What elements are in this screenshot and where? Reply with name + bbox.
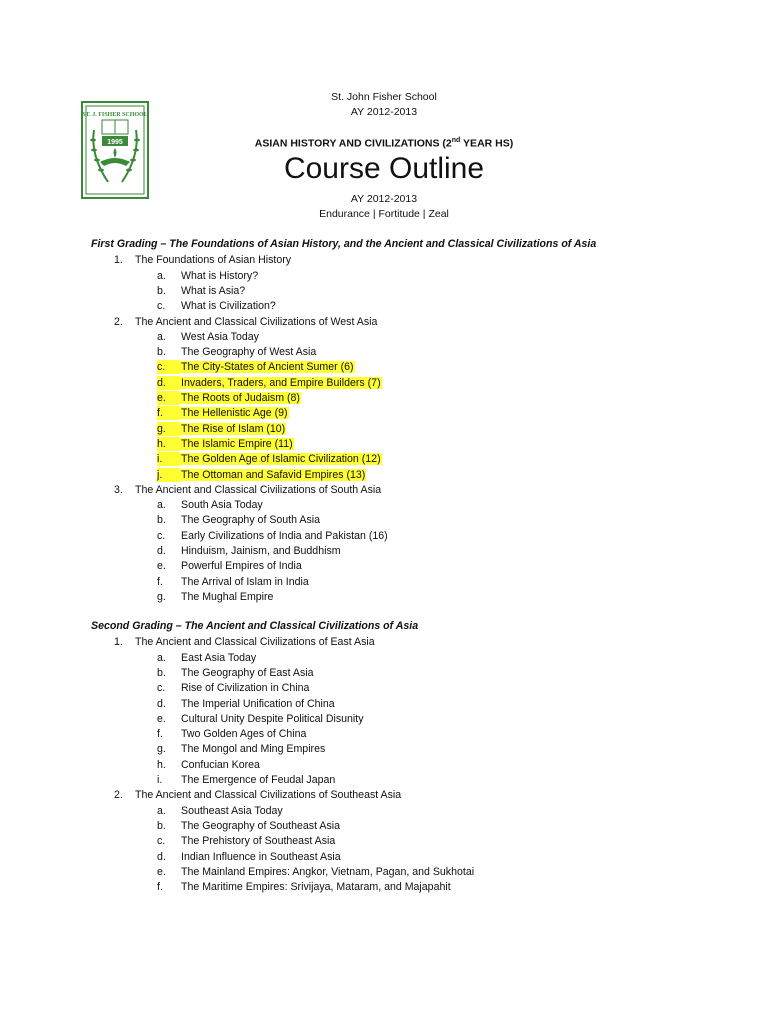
outline-subitem: [157, 712, 365, 726]
item-number: 1.: [114, 636, 123, 649]
outline-subitem: [157, 391, 301, 405]
subitem-letter: i.: [157, 452, 180, 466]
outline-subitem: [157, 804, 284, 818]
item-number: 2.: [114, 315, 123, 328]
subitem-text: East Asia Today: [181, 651, 257, 664]
subitem-letter: h.: [157, 758, 166, 771]
subitem-text: Hinduism, Jainism, and Buddhism: [181, 545, 341, 557]
subitem-letter: b.: [157, 514, 166, 527]
subitem-letter: d.: [157, 697, 166, 710]
subitem-text: Invaders, Traders, and Empire Builders (7): [181, 376, 381, 389]
outline-subitem: [157, 452, 382, 466]
outline-subitem: [157, 819, 341, 833]
subitem-letter: b.: [157, 819, 166, 832]
subitem-letter: d.: [157, 376, 180, 390]
outline-subitem: [157, 758, 261, 772]
subitem-text: The Islamic Empire (11): [181, 437, 293, 450]
outline-subitem: [157, 697, 336, 711]
subitem-text: The Hellenistic Age (9): [181, 407, 288, 420]
subitem-text: What is Asia?: [181, 284, 246, 297]
subitem-letter: f.: [157, 406, 180, 420]
subitem-letter: c.: [157, 682, 166, 695]
outline-item: [114, 788, 401, 802]
subitem-letter: g.: [157, 422, 180, 436]
outline-subitem: [157, 559, 303, 573]
outline-subitem: [157, 284, 246, 298]
subitem-text: The Geography of South Asia: [181, 514, 320, 527]
outline-subitem: [157, 376, 382, 390]
outline-subitem: [157, 865, 475, 879]
subitem-letter: d.: [157, 850, 166, 863]
outline-subitem: [157, 575, 310, 589]
subitem-letter: b.: [157, 284, 166, 297]
outline-subitem: [157, 330, 260, 344]
subitem-letter: h.: [157, 437, 180, 451]
subitem-letter: b.: [157, 666, 166, 679]
item-title: The Foundations of Asian History: [135, 254, 292, 267]
subitem-text: The City-States of Ancient Sumer (6): [181, 361, 354, 374]
outline-subitem: [157, 529, 389, 543]
subitem-text: The Mughal Empire: [181, 590, 274, 603]
outline-subitem: [157, 651, 257, 665]
school-motto: Endurance | Fortitude | Zeal: [319, 208, 449, 220]
subitem-text: Two Golden Ages of China: [181, 728, 307, 741]
subitem-text: The Arrival of Islam in India: [181, 575, 309, 588]
outline-subitem: [157, 299, 277, 313]
item-number: 1.: [114, 254, 123, 267]
subitem-text: The Rise of Islam (10): [181, 422, 286, 435]
item-number: 3.: [114, 483, 123, 496]
subitem-text: The Emergence of Feudal Japan: [181, 774, 336, 786]
outline-subitem: [157, 406, 289, 420]
subitem-text: The Golden Age of Islamic Civilization (12): [181, 453, 381, 466]
subitem-text: Rise of Civilization in China: [181, 682, 310, 695]
subitem-letter: a.: [157, 269, 166, 282]
second-grading-heading: Second Grading – The Ancient and Classical Civilizations of Asia: [91, 620, 419, 632]
outline-subitem: [157, 498, 264, 512]
course-name-post: YEAR HS): [460, 137, 514, 150]
first-grading-heading: First Grading – The Foundations of Asian History, and the Ancient and Classical Civilizations of Asia: [91, 238, 597, 250]
subitem-letter: a.: [157, 651, 166, 664]
outline-subitem: [157, 544, 342, 558]
outline-subitem: [157, 422, 286, 436]
subitem-letter: g.: [157, 743, 166, 756]
course-name-pre: ASIAN HISTORY AND CIVILIZATIONS (2: [254, 137, 452, 150]
subitem-letter: f.: [157, 881, 163, 894]
subitem-letter: d.: [157, 545, 166, 557]
item-title: The Ancient and Classical Civilizations of South Asia: [135, 483, 382, 496]
subitem-text: Powerful Empires of India: [181, 560, 302, 573]
outline-subitem: [157, 345, 317, 359]
subitem-text: The Maritime Empires: Srivijaya, Mataram, and Majapahit: [181, 881, 451, 894]
outline-subitem: [157, 880, 452, 894]
subitem-text: Confucian Korea: [181, 758, 260, 771]
course-name-sup: nd: [451, 137, 461, 144]
outline-subitem: [157, 360, 355, 374]
outline-subitem: [157, 834, 336, 848]
subitem-text: The Geography of West Asia: [181, 346, 317, 359]
item-title: The Ancient and Classical Civilizations of West Asia: [135, 315, 378, 328]
subitem-text: The Roots of Judaism (8): [181, 392, 300, 404]
subitem-letter: g.: [157, 590, 166, 603]
subitem-letter: e.: [157, 712, 166, 725]
subitem-text: West Asia Today: [181, 330, 259, 343]
subitem-letter: f.: [157, 728, 163, 741]
academic-year-secondary: AY 2012-2013: [350, 193, 418, 205]
subitem-text: What is Civilization?: [181, 300, 276, 313]
subitem-letter: b.: [157, 346, 166, 359]
subitem-text: Indian Influence in Southeast Asia: [181, 850, 341, 863]
outline-item: [114, 483, 381, 497]
subitem-text: The Prehistory of Southeast Asia: [181, 835, 336, 848]
outline-subitem: [157, 773, 336, 787]
subitem-text: Early Civilizations of India and Pakistan (16): [181, 529, 388, 542]
course-name: [0, 137, 768, 150]
outline-subitem: [157, 727, 307, 741]
subitem-letter: a.: [157, 499, 166, 512]
subitem-letter: j.: [157, 468, 180, 482]
outline-subitem: [157, 742, 326, 756]
subitem-text: The Geography of East Asia: [181, 666, 314, 679]
subitem-letter: a.: [157, 330, 166, 343]
subitem-letter: e.: [157, 560, 166, 573]
subitem-letter: c.: [157, 529, 166, 542]
subitem-letter: e.: [157, 865, 166, 878]
subitem-text: What is History?: [181, 269, 259, 282]
item-title: The Ancient and Classical Civilizations of East Asia: [135, 636, 375, 649]
outline-item: [114, 253, 291, 267]
subitem-text: Cultural Unity Despite Political Disunity: [181, 712, 364, 725]
school-name: St. John Fisher School: [331, 91, 437, 103]
logo-year: 1995: [107, 139, 123, 146]
academic-year: AY 2012-2013: [350, 106, 418, 118]
outline-subitem: [157, 468, 366, 482]
outline-subitem: [157, 850, 342, 864]
outline-subitem: [157, 666, 315, 680]
outline-item: [114, 315, 377, 329]
outline-subitem: [157, 269, 259, 283]
subitem-text: The Geography of Southeast Asia: [181, 819, 341, 832]
subitem-letter: a.: [157, 804, 166, 817]
subitem-letter: c.: [157, 835, 166, 848]
logo-text: ST. J. FISHER SCHOOL: [82, 112, 148, 118]
subitem-text: South Asia Today: [181, 499, 263, 512]
subitem-letter: c.: [157, 300, 166, 313]
item-number: 2.: [114, 789, 123, 802]
page-title: Course Outline: [283, 152, 485, 185]
subitem-text: Southeast Asia Today: [181, 804, 283, 817]
subitem-letter: f.: [157, 575, 163, 588]
subitem-text: The Mongol and Ming Empires: [181, 743, 326, 756]
outline-subitem: [157, 681, 310, 695]
outline-subitem: [157, 590, 274, 604]
subitem-letter: e.: [157, 391, 180, 405]
outline-item: [114, 635, 375, 649]
subitem-letter: c.: [157, 360, 180, 374]
subitem-letter: i.: [157, 774, 163, 786]
outline-subitem: [157, 437, 294, 451]
item-title: The Ancient and Classical Civilizations of Southeast Asia: [135, 789, 402, 802]
subitem-text: The Mainland Empires: Angkor, Vietnam, Pagan, and Sukhotai: [181, 865, 475, 878]
subitem-text: The Ottoman and Safavid Empires (13): [181, 468, 366, 481]
subitem-text: The Imperial Unification of China: [181, 697, 335, 710]
outline-subitem: [157, 513, 321, 527]
